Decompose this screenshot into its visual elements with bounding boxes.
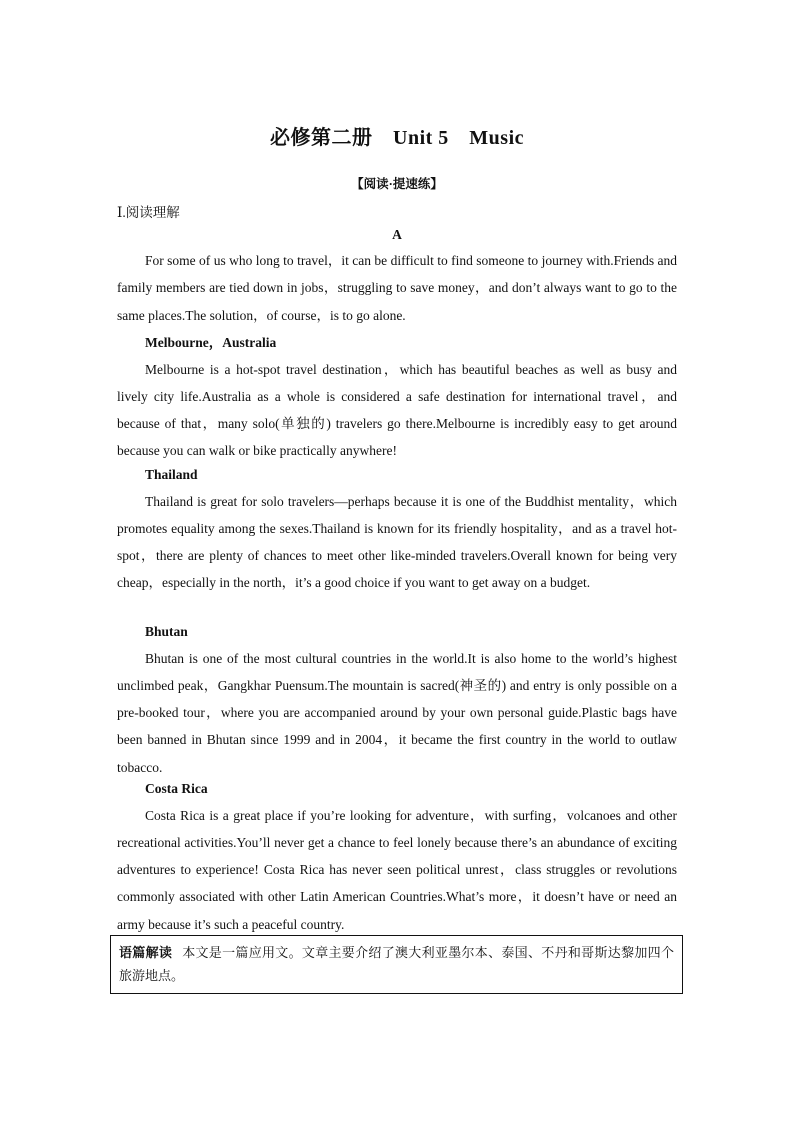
destination-heading: Costa Rica	[145, 781, 208, 796]
passage-intro-block	[117, 247, 677, 329]
destination-heading: Bhutan	[145, 624, 188, 639]
destination-bhutan	[117, 620, 677, 781]
destination-text: Bhutan is one of the most cultural countries in the world.It is also home to the world’s highest unclimbed peak，Gangkhar Puensum.The mountain is sacred(神圣的) and entry is only possible on a pre-booked tour，where you are accompanied around by your own personal guide.Plastic bags have been banned in Bhutan since 1999 and in 2004，it became the first country in the world to outlaw tobacco.	[117, 650, 677, 775]
destination-text: Thailand is great for solo travelers—perhaps because it is one of the Buddhist mentality，which promotes equality among the sexes.Thailand is known for its friendly hospitality，and as a travel hot-spot，there are plenty of chances to meet other like-minded travelers.Overall known for being very cheap，especially in the north，it’s a good choice if you want to get away on a budget.	[117, 493, 677, 591]
destination-heading: Thailand	[145, 467, 198, 482]
destination-heading: Melbourne，Australia	[145, 335, 277, 350]
page-title: 必修第二册 Unit 5 Music	[270, 127, 524, 149]
destination-thailand	[117, 463, 677, 597]
passage-label: A	[392, 227, 402, 242]
destination-text: Costa Rica is a great place if you’re looking for adventure，with surfing，volcanoes and other recreational activities.You’ll never get a chance to feel lonely because there’s an abundance of exciting adventures to experience! Costa Rica has never seen political unrest，class struggles or revolutions commonly associated with other Latin American Countries.What’s more，it doesn’t have or need an army because it’s such a peaceful country.	[117, 807, 677, 932]
passage-intro: For some of us who long to travel，it can be difficult to find someone to journey with.Friends and family members are tied down in jobs，struggling to save money，and don’t always want to go to the same places.The solution，of course，is to go alone.	[117, 253, 677, 323]
section-label: Ⅰ.阅读理解	[117, 205, 180, 220]
destination-text: Melbourne is a hot-spot travel destination，which has beautiful beaches as well as busy and lively city life.Australia as a whole is considered a safe destination for international travel，and because of that，many solo(单独的) travelers go there.Melbourne is incredibly easy to get around because you can walk or bike practically anywhere!	[117, 361, 677, 459]
exercise-subtitle: 【阅读·提速练】	[351, 177, 443, 191]
text-analysis-label: 语篇解读	[119, 945, 173, 960]
text-analysis-content: 本文是一篇应用文。文章主要介绍了澳大利亚墨尔本、泰国、不丹和哥斯达黎加四个旅游地点。	[119, 945, 674, 983]
destination-costa-rica	[117, 777, 677, 938]
text-analysis-box	[110, 935, 683, 994]
destination-melbourne	[117, 331, 677, 465]
